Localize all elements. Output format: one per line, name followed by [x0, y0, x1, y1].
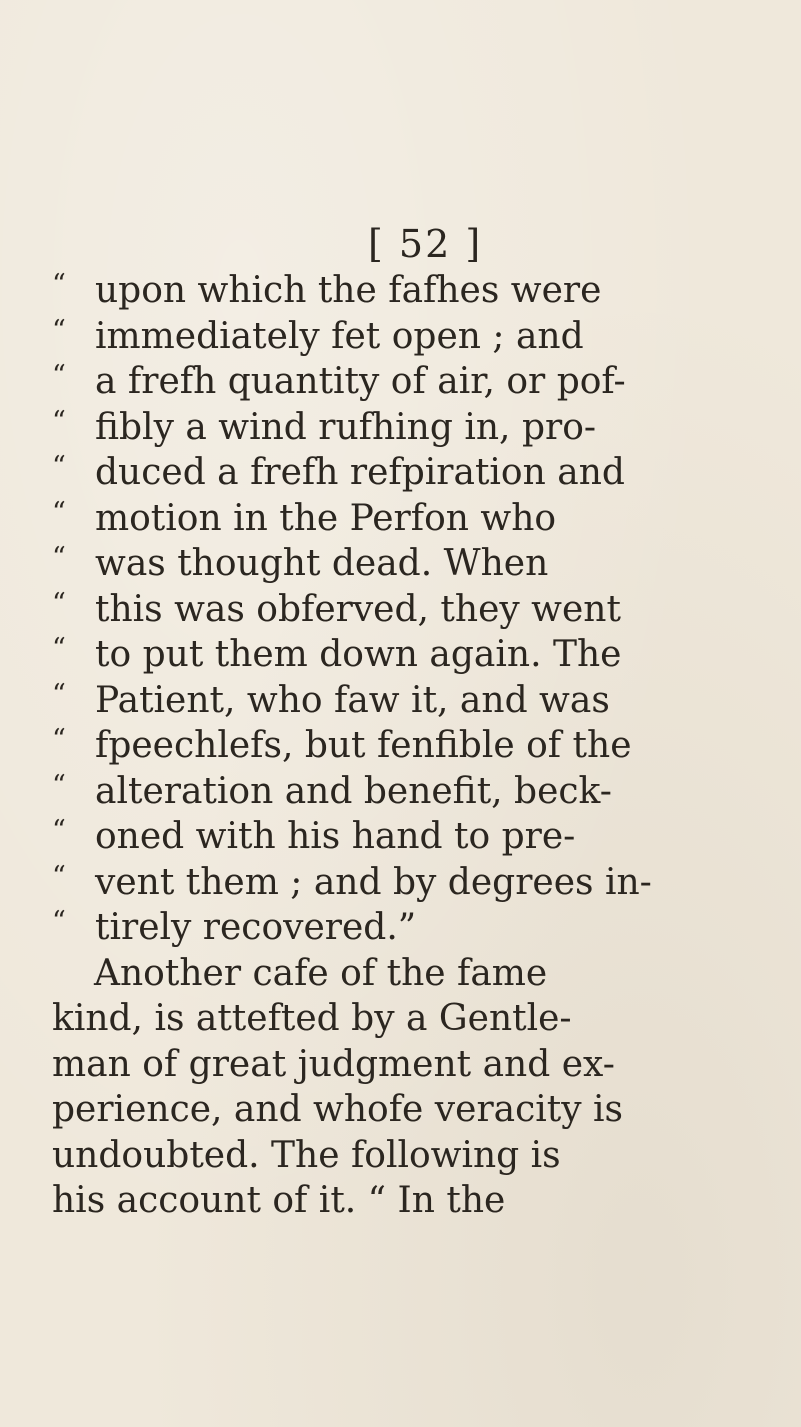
quoted-line [52, 723, 772, 769]
paragraph-line-text: undoubted. The following is [52, 1134, 561, 1176]
quoted-line [52, 814, 772, 860]
quote-mark: “ [52, 860, 66, 892]
quoted-line [52, 405, 772, 451]
quote-mark: “ [52, 496, 66, 528]
quoted-line-text: Patient, who faw it, and was [95, 679, 610, 721]
quoted-line-text: to put them down again. The [95, 634, 622, 675]
paragraph-line [52, 1178, 772, 1224]
quoted-line-text: motion in the Perfon who [95, 497, 557, 539]
quote-mark: “ [52, 269, 66, 300]
paragraph-line [52, 996, 772, 1042]
quote-mark: “ [52, 815, 66, 846]
quote-mark: “ [52, 769, 66, 801]
paragraph-line-text: his account of it. “ In the [52, 1180, 506, 1221]
quote-mark: “ [52, 724, 66, 755]
quoted-line [52, 450, 772, 496]
quote-mark: “ [52, 587, 66, 619]
page-number: [ 52 ] [368, 222, 483, 266]
quote-mark: “ [52, 451, 66, 482]
quote-mark: “ [52, 542, 66, 573]
quote-mark: “ [52, 314, 66, 346]
quoted-line-text: vent them ; and by degrees in- [95, 861, 652, 903]
quote-mark: “ [52, 678, 66, 710]
quoted-line-text: upon which the fafhes were [95, 270, 602, 311]
paragraph-line-text: kind, is attefted by a Gentle- [52, 998, 572, 1039]
quoted-line [52, 268, 772, 314]
quote-mark: “ [52, 405, 66, 437]
quoted-line [52, 860, 772, 906]
quoted-line [52, 496, 772, 542]
quoted-line-text: oned with his hand to pre- [95, 816, 576, 857]
quoted-line [52, 769, 772, 815]
paragraph-line [52, 1087, 772, 1133]
quoted-line-text: duced a frefh refpiration and [95, 452, 625, 493]
quoted-line [52, 678, 772, 724]
paragraph-line-text: man of great judgment and ex- [52, 1043, 615, 1085]
paragraph-line-text: Another cafe of the fame [94, 952, 548, 994]
paragraph-line [52, 1133, 772, 1179]
quoted-line [52, 587, 772, 633]
quoted-line-text: this was obferved, they went [95, 588, 621, 630]
paragraph-line [52, 951, 772, 997]
quoted-line [52, 905, 772, 951]
quoted-line-text: immediately fet open ; and [95, 315, 584, 357]
paragraph-line [52, 1042, 772, 1088]
quoted-line-text: fibly a wind rufhing in, pro- [95, 406, 597, 448]
quoted-line [52, 359, 772, 405]
quote-mark: “ [52, 633, 66, 664]
quoted-line-text: alteration and benefit, beck- [95, 770, 612, 812]
quoted-line [52, 541, 772, 587]
quoted-line-text: a frefh quantity of air, or pof- [95, 361, 626, 402]
paragraph-line-text: perience, and whofe veracity is [52, 1089, 624, 1130]
quoted-line [52, 314, 772, 360]
quoted-line-text: tirely recovered.” [95, 907, 417, 948]
quoted-line-text: was thought dead. When [95, 543, 549, 584]
quote-mark: “ [52, 360, 66, 391]
body-text [52, 268, 772, 1224]
quoted-line [52, 632, 772, 678]
quote-mark: “ [52, 906, 66, 937]
quoted-line-text: fpeechlefs, but fenfible of the [95, 725, 632, 766]
